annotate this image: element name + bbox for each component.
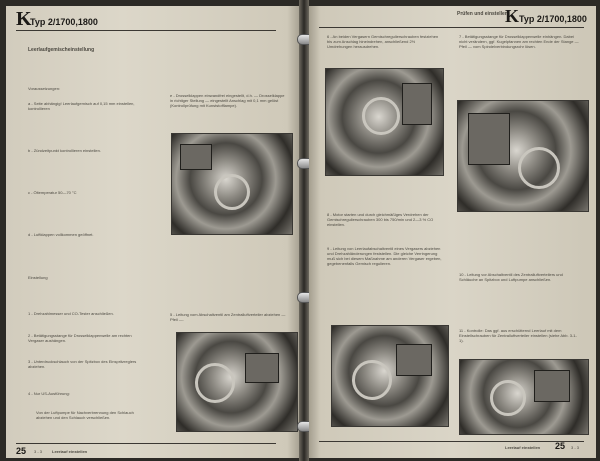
photo-detail xyxy=(362,97,400,135)
left-step-b: b - Zündzeitpunkt kontrollieren einstellen. xyxy=(28,148,101,153)
photo-detail xyxy=(245,353,279,383)
photo-detail xyxy=(396,344,432,376)
right-footer-rule xyxy=(319,441,584,442)
right-step-7: 7 - Betätigungsstange für Drosselklappenwelle einhängen. Dabei nicht verändern, ggf. Kugelpfannen am rechten Ende der Stange — Pfeil — vom Spindelverbindungsrohr lösen. xyxy=(459,34,579,49)
left-setting-title: Einstellung xyxy=(28,275,48,280)
right-header-rule xyxy=(319,27,584,28)
left-step-c: c - Öltemperatur 50—70 °C xyxy=(28,190,77,195)
left-prereq-title: Voraussetzungen: xyxy=(28,86,61,91)
photo-detail xyxy=(195,363,235,403)
photo-detail xyxy=(352,360,392,400)
left-page-number: 25 xyxy=(16,446,27,456)
left-page-sub: 3 - 3 xyxy=(34,449,43,454)
photo-detail xyxy=(468,113,510,165)
photo-detail xyxy=(518,147,560,189)
right-photo-bottom-right xyxy=(459,359,589,435)
right-photo-bottom-left xyxy=(331,325,449,427)
left-header-k: K xyxy=(16,8,32,30)
right-page xyxy=(309,6,596,458)
photo-detail xyxy=(180,144,212,170)
photo-detail xyxy=(402,83,432,125)
right-page-sub: 3 - 3 xyxy=(571,445,580,450)
left-footer-rule xyxy=(16,443,276,444)
right-photo-top-right xyxy=(457,100,589,212)
left-header-typ: Typ 2/1700,1800 xyxy=(30,17,98,27)
left-photo-top xyxy=(171,133,293,235)
right-footer-label: Leerlauf einstellen xyxy=(505,445,541,450)
right-step-6: 6 - An beiden Vergasern Gemischregulierschrauben festziehen bis zum Anschlag hineindrehen, anschließend 2½ Umdrehungen herausdrehen. xyxy=(327,34,439,49)
left-section-title: Leerlaufgemischeinstellung xyxy=(28,47,95,53)
right-step-8: 8 - Motor starten und durch gleichmäßiges Verdrehen der Gemischregulierschrauben 300 bis 750/min und 2—3 % CO einstellen. xyxy=(327,212,434,227)
left-step-1: 1 - Drehzahlmesser und CO-Tester anschließen. xyxy=(28,311,114,316)
left-footer-label: Leerlauf einstellen xyxy=(52,449,88,454)
right-header-typ: Typ 2/1700,1800 xyxy=(519,14,587,24)
right-step-11: 11 - Kontrolle: Das ggf. aus erschütternd Leerlauf mit dem Einstellschrauben für Zentralluftverteiler einstellen (siehe Abb. 3-1-1). xyxy=(459,328,577,343)
left-page xyxy=(6,6,299,458)
photo-detail xyxy=(534,370,570,402)
photo-detail xyxy=(490,380,526,416)
right-header-title: Prüfen und einstellen xyxy=(457,11,508,17)
left-step-a: a - Seite abhängig! Leerlaufgemisch auf 0,15 mm einstellen, kontrollieren xyxy=(28,101,135,111)
binder-spine xyxy=(299,0,309,461)
right-step-10: 10 - Leitung vor Abschaltventil des Zentralluftverteilers und Schläuche an Spitzbox und Luftpumpe anschließen. xyxy=(459,272,563,282)
photo-detail xyxy=(214,174,250,210)
left-photo-bottom xyxy=(176,332,298,432)
left-step-4-detail: Von der Luftpumpe für Nachverbrennung den Schlauch abziehen und den Schlauch verschließen. xyxy=(36,410,134,420)
left-step-e: e - Drosselklappen einwandfrei eingestellt, d.h. — Drosselklappe in richtiger Stellung — eingestellt Anschlag mit 0,1 mm gelöst (Kontrollprüfung mit Kunststofflampe). xyxy=(170,93,285,108)
right-header-k: K xyxy=(505,6,520,26)
right-page-number: 25 xyxy=(555,441,566,451)
left-step-4: 4 - Nur US-Ausführung: xyxy=(28,391,70,396)
left-step-2: 2 - Betätigungsstange für Drosselklappenwelle am rechten Vergaser aushängen. xyxy=(28,333,132,343)
right-photo-top-left xyxy=(325,68,444,176)
left-step-5: 5 - Leitung vom Abschaltventil am Zentralluftverteiler abziehen — Pfeil —. xyxy=(170,312,286,322)
right-step-9: 9 - Leitung von Leerlaufabschaltventil eines Vergasers abziehen und Drehzahländerungen feststellen. Die gleiche Verringerung muß sich bei diesem Maßnahme am anderen Vergaser ergeben, gegebenenfalls Gemisch regulieren. xyxy=(327,246,442,266)
left-step-3: 3 - Unterdruckschlauch von der Spitzbox des Einspritzreglers abziehen. xyxy=(28,359,137,369)
left-header-rule xyxy=(16,30,276,31)
left-step-d: d - Luftklappen vollkommen geöffnet. xyxy=(28,232,94,237)
